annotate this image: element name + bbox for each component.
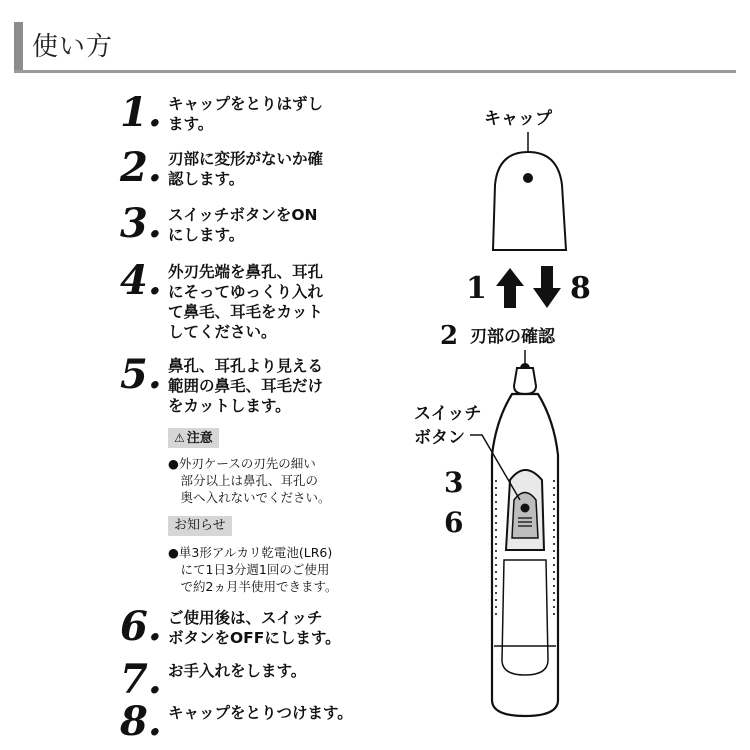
info-text: ●単3形アルカリ乾電池(LR6) にて1日3分週1回のご使用 で約2ヵ月半使用できます。 — [168, 545, 338, 594]
step-text: 刃部に変形がないか確 認します。 — [168, 150, 324, 188]
switch-on-step-number: 3 — [444, 466, 464, 499]
switch-label-line1: スイッチ — [414, 404, 482, 424]
step-text: 鼻孔、耳孔より見える 範囲の鼻毛、耳毛だけ をカットします。 — [168, 357, 324, 415]
blade-check-label: 刃部の確認 — [470, 327, 555, 347]
remove-step-number: 1 — [466, 271, 487, 306]
step-number: 8. — [120, 698, 162, 745]
cap — [493, 152, 566, 250]
step-text: お手入れをします。 — [168, 662, 307, 680]
step-number: 1. — [120, 89, 162, 136]
caution-tag — [168, 428, 219, 448]
page-title: 使い方 — [32, 32, 114, 62]
info-tag — [168, 516, 232, 536]
step-number: 5. — [120, 351, 162, 398]
blade-step-number: 2 — [440, 321, 459, 351]
battery-window — [502, 560, 548, 675]
step-text: ご使用後は、スイッチ ボタンをOFFにします。 — [168, 609, 341, 647]
warning-icon: ⚠ — [174, 431, 185, 445]
step-number: 4. — [120, 257, 162, 304]
caution-label: 注意 — [186, 431, 213, 446]
switch-off-step-number: 6 — [444, 506, 464, 539]
switch-button — [512, 493, 538, 539]
step-text: スイッチボタンをON にします。 — [168, 206, 318, 244]
info-label: お知らせ — [174, 518, 226, 533]
cap-dot — [523, 173, 533, 183]
caution-text: ●外刃ケースの刃先の細い 部分以上は鼻孔、耳孔の 奥へ入れないでください。 — [168, 456, 331, 505]
step-number: 6. — [120, 603, 162, 650]
attach-step-number: 8 — [570, 271, 591, 306]
step-number: 3. — [120, 200, 162, 247]
blade-head — [514, 368, 536, 394]
arrow-up-icon — [496, 268, 524, 308]
trimmer-diagram — [400, 60, 730, 750]
cap-label: キャップ — [484, 109, 552, 129]
step-number: 2. — [120, 144, 162, 191]
switch-label-line2: ボタン — [414, 428, 465, 448]
header-accent-bar — [14, 22, 23, 72]
step-text: キャップをとりつけます。 — [168, 704, 353, 722]
step-text: キャップをとりはずし ます。 — [168, 95, 324, 133]
switch-dot — [521, 504, 530, 513]
arrow-down-icon — [533, 266, 561, 308]
step-text: 外刃先端を鼻孔、耳孔 にそってゆっくり入れ て鼻毛、耳毛をカット してください。 — [168, 263, 324, 341]
step-number: 7. — [120, 656, 162, 703]
